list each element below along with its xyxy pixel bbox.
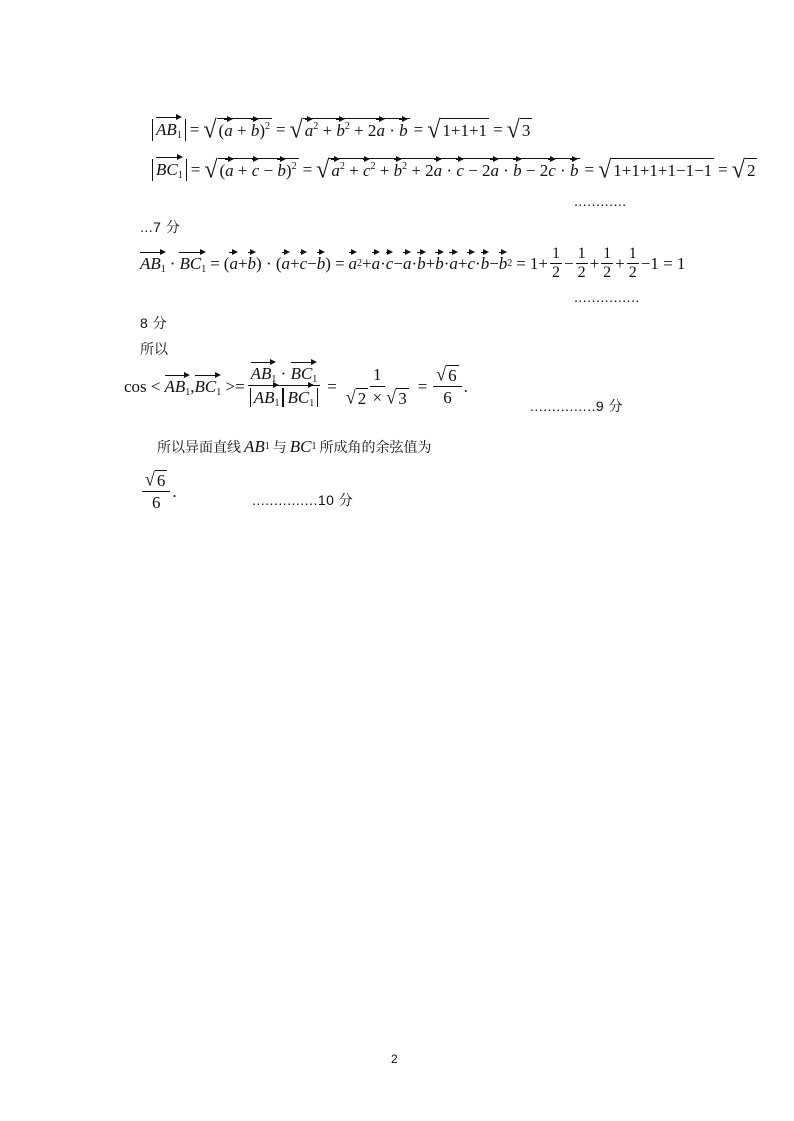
eq-answer: √ 6 6 . — [140, 470, 177, 513]
score-mark-7: ...7 分 — [140, 219, 181, 235]
eq-ab1-magnitude: $AB_1$ = √ $(a + b)^2$ = √ $a^2 + b^2 + 2a \cdot b$ = √ 1+1+1 = √ 3 — [152, 118, 532, 142]
score-dots-7: ............ — [574, 193, 627, 209]
conclusion-prefix: 所以异面直线 — [157, 440, 241, 456]
eq-bc1-magnitude: $BC_1$ = √ $(a + c - b)^2$ = √ $a^2 + c^2 + b^2 + 2a \cdot c - 2a \cdot b - 2c \cdot b$ = √ 1+1+1+1−1−1 = √ 2 — [152, 158, 757, 182]
conclusion-and: 与 — [272, 440, 287, 456]
score-dots-8: ............... — [574, 289, 640, 305]
score-mark-10: ...............10 分 — [252, 492, 354, 508]
eq-dot-product: $AB_1$ · $BC_1$ = ( a + b ) · ( a + c − b ) = a 2 + a · c − a · b + b · a + c · b − b 2 = 1+ $\frac{1}{2}$ − $\frac{1}{2}$ + $\frac{1}{2}$ + $\frac{1}{2}$ −1 = 1 — [140, 245, 686, 281]
eq-cosine: cos < $AB_1$ , $BC_1$ >= $\frac{AB_1 \cdot BC_1}{AB_1 BC_1}$ = 1 √ 2 × √ 3 = √ 6 6 . — [124, 363, 468, 409]
conclusion-suffix: 所成角的余弦值为 — [319, 440, 432, 456]
score-mark-9: ...............9 分 — [530, 398, 624, 414]
page-number: 2 — [391, 1052, 398, 1066]
conclusion-line: 所以异面直线 AB 1 与 BC 1 所成角的余弦值为 — [157, 437, 432, 456]
text-so-1: 所以 — [140, 342, 168, 358]
score-mark-8: 8 分 — [140, 315, 168, 331]
